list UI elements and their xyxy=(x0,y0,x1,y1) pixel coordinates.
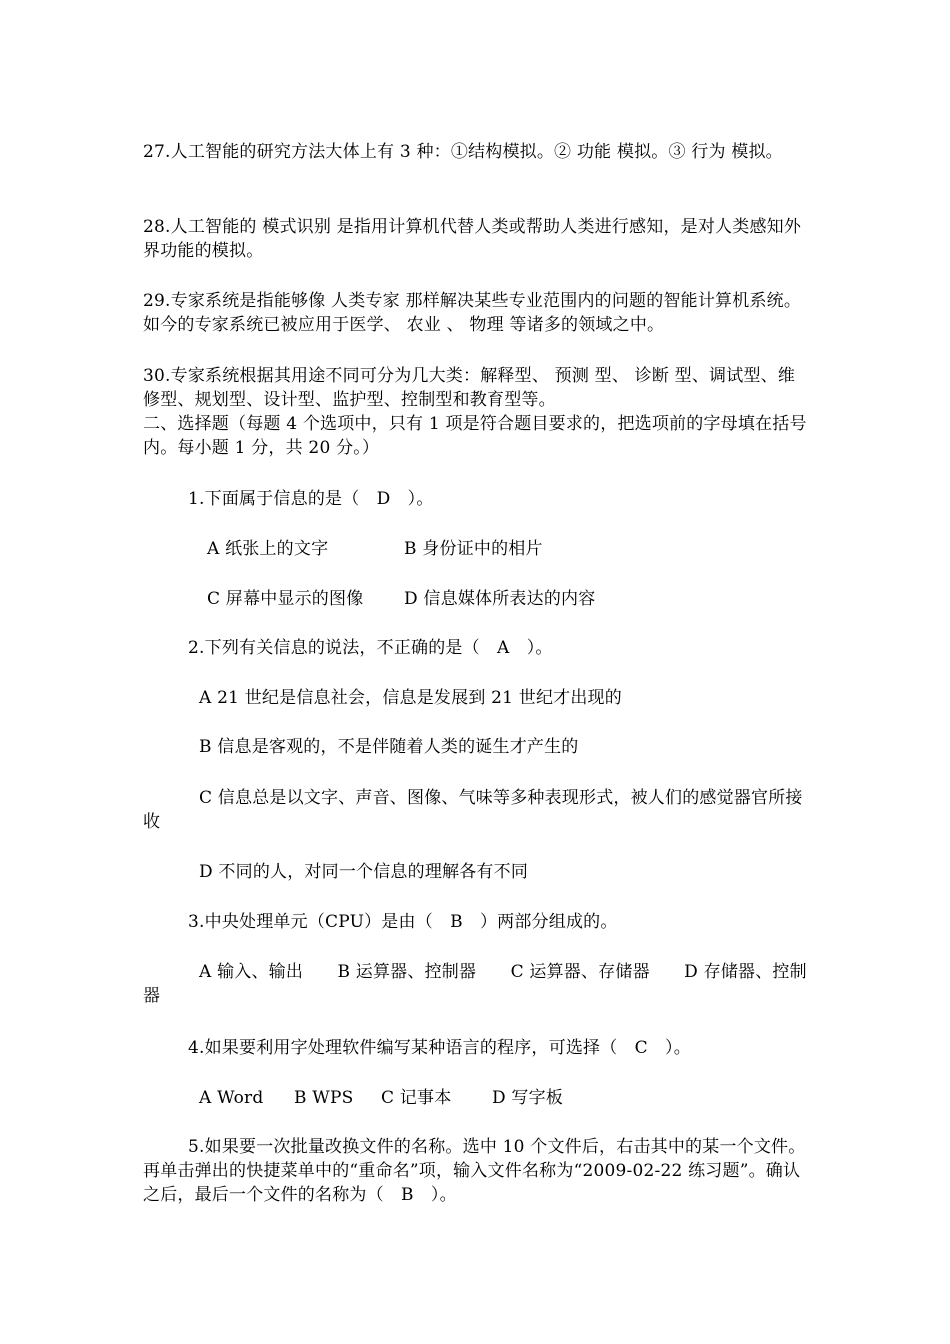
question-1-option-c: C 屏幕中显示的图像 xyxy=(207,589,364,609)
question-4-option-a: A Word xyxy=(199,1088,264,1108)
question-1-option-d: D 信息媒体所表达的内容 xyxy=(404,589,596,609)
question-4-option-d: D 写字板 xyxy=(492,1088,564,1108)
question-2-option-d: D 不同的人，对同一个信息的理解各有不同 xyxy=(199,862,529,882)
question-1-option-a: A 纸张上的文字 xyxy=(207,539,329,559)
fill-in-question-30: 30.专家系统根据其用途不同可分为几大类：解释型、 预测 型、 诊断 型、调试型、维修型、规划型、设计型、监护型、控制型和教育型等。 xyxy=(143,366,796,410)
question-1-option-b: B 身份证中的相片 xyxy=(404,539,543,559)
question-4-option-b: B WPS xyxy=(294,1088,354,1108)
section-title-choice: 二、选择题（每题 4 个选项中，只有 1 项是符合题目要求的，把选项前的字母填在括号内。每小题 1 分，共 20 分。） xyxy=(143,414,807,458)
question-2-option-a: A 21 世纪是信息社会，信息是发展到 21 世纪才出现的 xyxy=(199,688,622,708)
fill-in-question-27: 27.人工智能的研究方法大体上有 3 种：①结构模拟。② 功能 模拟。③ 行为 模拟。 xyxy=(143,142,783,162)
fill-in-question-29: 29.专家系统是指能够像 人类专家 那样解决某些专业范围内的问题的智能计算机系统。如今的专家系统已被应用于医学、 农业 、 物理 等诸多的领域之中。 xyxy=(143,291,802,335)
fill-in-question-28: 28.人工智能的 模式识别 是指用计算机代替人类或帮助人类进行感知，是对人类感知外界功能的模拟。 xyxy=(143,217,802,261)
question-3-stem: 3.中央处理单元（CPU）是由（ B ）两部分组成的。 xyxy=(188,912,618,932)
question-2-option-b: B 信息是客观的，不是伴随着人类的诞生才产生的 xyxy=(199,737,579,757)
question-4-option-c: C 记事本 xyxy=(381,1088,452,1108)
question-3-options: A 输入、输出 B 运算器、控制器 C 运算器、存储器 D 存储器、控制器 xyxy=(143,962,807,1006)
question-1-stem: 1.下面属于信息的是（ D ）。 xyxy=(188,489,434,509)
question-5-stem: 5.如果要一次批量改换文件的名称。选中 10 个文件后，右击其中的某一个文件。再单击弹出的快捷菜单中的“重命名”项，输入文件名称为“2009-02-22 练习题”。确认之后，最后一个文件的名称为（ B ）。 xyxy=(143,1137,806,1205)
question-4-stem: 4.如果要利用字处理软件编写某种语言的程序，可选择（ C ）。 xyxy=(188,1038,691,1058)
question-2-stem: 2.下列有关信息的说法，不正确的是（ A ）。 xyxy=(188,638,553,658)
question-2-option-c: C 信息总是以文字、声音、图像、气味等多种表现形式，被人们的感觉器官所接收 xyxy=(143,788,803,832)
